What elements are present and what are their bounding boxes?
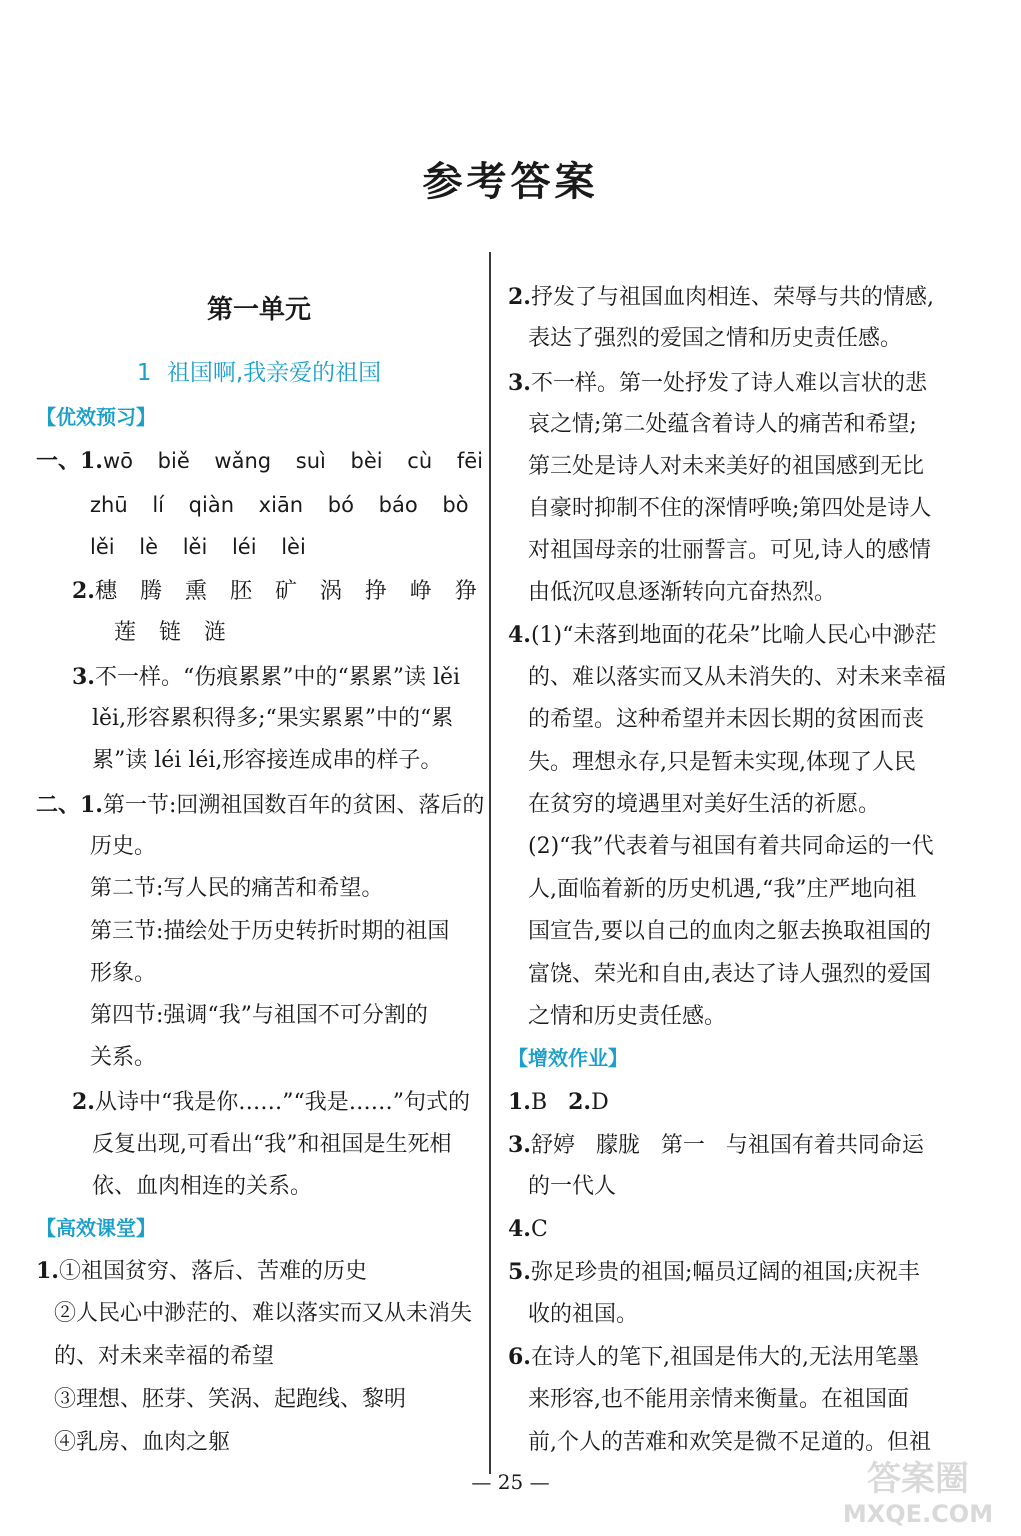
answer-line: 反复出现,可看出“我”和祖国是生死相 bbox=[92, 1132, 452, 1157]
answer-line: 1.B 2.D bbox=[508, 1089, 609, 1115]
answer-line: 富饶、荣光和自由,表达了诗人强烈的爱国 bbox=[528, 962, 931, 987]
answer-line: 6.在诗人的笔下,祖国是伟大的,无法用笔墨 bbox=[508, 1344, 919, 1370]
answer-line: 对祖国母亲的壮丽誓言。可见,诗人的感情 bbox=[528, 538, 931, 563]
answer-line: 2.穗 腾 熏 胚 矿 涡 挣 峥 狰 bbox=[72, 578, 477, 604]
answer-line: zhū lí qiàn xiān bó báo bò bbox=[90, 493, 469, 517]
section-tag-classroom: 【高效课堂】 bbox=[36, 1216, 156, 1240]
watermark-text: 答案圈 bbox=[867, 1459, 969, 1499]
answer-line: 前,个人的苦难和欢笑是微不足道的。但祖 bbox=[528, 1430, 931, 1455]
answer-line: 3.不一样。第一处抒发了诗人难以言状的悲 bbox=[508, 370, 927, 396]
answer-line: 3.舒婷 朦胧 第一 与祖国有着共同命运 bbox=[508, 1132, 924, 1158]
page-number: — 25 — bbox=[471, 1470, 550, 1494]
lesson-name: 祖国啊,我亲爱的祖国 bbox=[166, 360, 382, 386]
answer-line: 人,面临着新的历史机遇,“我”庄严地向祖 bbox=[528, 877, 917, 902]
column-divider bbox=[489, 252, 491, 1474]
answer-line: 二、1.第一节:回溯祖国数百年的贫困、落后的 bbox=[36, 792, 485, 818]
answer-line: 收的祖国。 bbox=[528, 1302, 639, 1327]
answer-line: 历史。 bbox=[90, 834, 157, 859]
answer-line: 2.从诗中“我是你……”“我是……”句式的 bbox=[72, 1089, 470, 1115]
answer-line: 5.弥足珍贵的祖国;幅员辽阔的祖国;庆祝丰 bbox=[508, 1259, 920, 1285]
answer-line: 关系。 bbox=[90, 1045, 157, 1070]
answer-line: lěi,形容累积得多;“果实累累”中的“累 bbox=[92, 706, 454, 731]
answer-line: 哀之情;第二处蕴含着诗人的痛苦和希望; bbox=[528, 412, 917, 437]
answer-line: 第四节:强调“我”与祖国不可分割的 bbox=[90, 1003, 428, 1028]
watermark-logo bbox=[823, 1450, 1013, 1530]
answer-line: 4.C bbox=[508, 1216, 548, 1242]
answer-line: 的一代人 bbox=[528, 1174, 617, 1199]
section-tag-homework: 【增效作业】 bbox=[508, 1046, 628, 1070]
answer-line: 自豪时抑制不住的深情呼唤;第四处是诗人 bbox=[528, 496, 932, 521]
answer-line: 失。理想永存,只是暂未实现,体现了人民 bbox=[528, 750, 916, 775]
answer-line: 在贫穷的境遇里对美好生活的祈愿。 bbox=[528, 792, 881, 817]
page-title: 参考答案 bbox=[422, 159, 599, 205]
answer-line: 莲 链 涟 bbox=[114, 620, 226, 645]
answer-line: ②人民心中渺茫的、难以落实而又从未消失 bbox=[54, 1301, 473, 1326]
answer-line: 形象。 bbox=[90, 961, 157, 986]
unit-title: 第一单元 bbox=[206, 295, 311, 325]
answer-line: 3.不一样。“伤痕累累”中的“累累”读 lěi bbox=[72, 664, 461, 690]
answer-line: 由低沉叹息逐渐转向亢奋热烈。 bbox=[528, 580, 837, 605]
answer-line: 的希望。这种希望并未因长期的贫困而丧 bbox=[528, 707, 925, 732]
answer-line: 的、对未来幸福的希望 bbox=[54, 1344, 275, 1369]
answer-line: 第三节:描绘处于历史转折时期的祖国 bbox=[90, 919, 450, 944]
answer-line: (2)“我”代表着与祖国有着共同命运的一代 bbox=[528, 834, 934, 859]
answer-line: 累”读 léi léi,形容接连成串的样子。 bbox=[92, 748, 443, 773]
lesson-number: 1 bbox=[136, 360, 152, 386]
answer-line: 第二节:写人民的痛苦和希望。 bbox=[90, 876, 384, 901]
answer-line: ④乳房、血肉之躯 bbox=[54, 1430, 231, 1455]
answer-line: 之情和历史责任感。 bbox=[528, 1004, 727, 1029]
answer-line: lěi lè lěi léi lèi bbox=[90, 535, 306, 559]
answer-line: ③理想、胚芽、笑涡、起跑线、黎明 bbox=[54, 1387, 407, 1412]
answer-line: 依、血肉相连的关系。 bbox=[92, 1174, 313, 1199]
answer-line: 1.①祖国贫穷、落后、苦难的历史 bbox=[36, 1258, 367, 1284]
answer-line: 国宣告,要以自己的血肉之躯去换取祖国的 bbox=[528, 919, 931, 944]
answer-line: 表达了强烈的爱国之情和历史责任感。 bbox=[528, 326, 903, 351]
answer-line: 2.抒发了与祖国血肉相连、荣辱与共的情感, bbox=[508, 284, 934, 310]
answer-line: 来形容,也不能用亲情来衡量。在祖国面 bbox=[528, 1387, 909, 1412]
section-tag-preview: 【优效预习】 bbox=[36, 405, 156, 429]
lesson-title bbox=[36, 357, 482, 389]
answer-line: 4.(1)“未落到地面的花朵”比喻人民心中渺茫 bbox=[508, 622, 937, 648]
answer-line: 第三处是诗人对未来美好的祖国感到无比 bbox=[528, 454, 925, 479]
answer-line: 一、1.wō biě wǎng suì bèi cù fēi bbox=[36, 448, 483, 474]
watermark-url: MXQE.COM bbox=[842, 1500, 994, 1528]
answer-line: 的、难以落实而又从未消失的、对未来幸福 bbox=[528, 665, 947, 690]
